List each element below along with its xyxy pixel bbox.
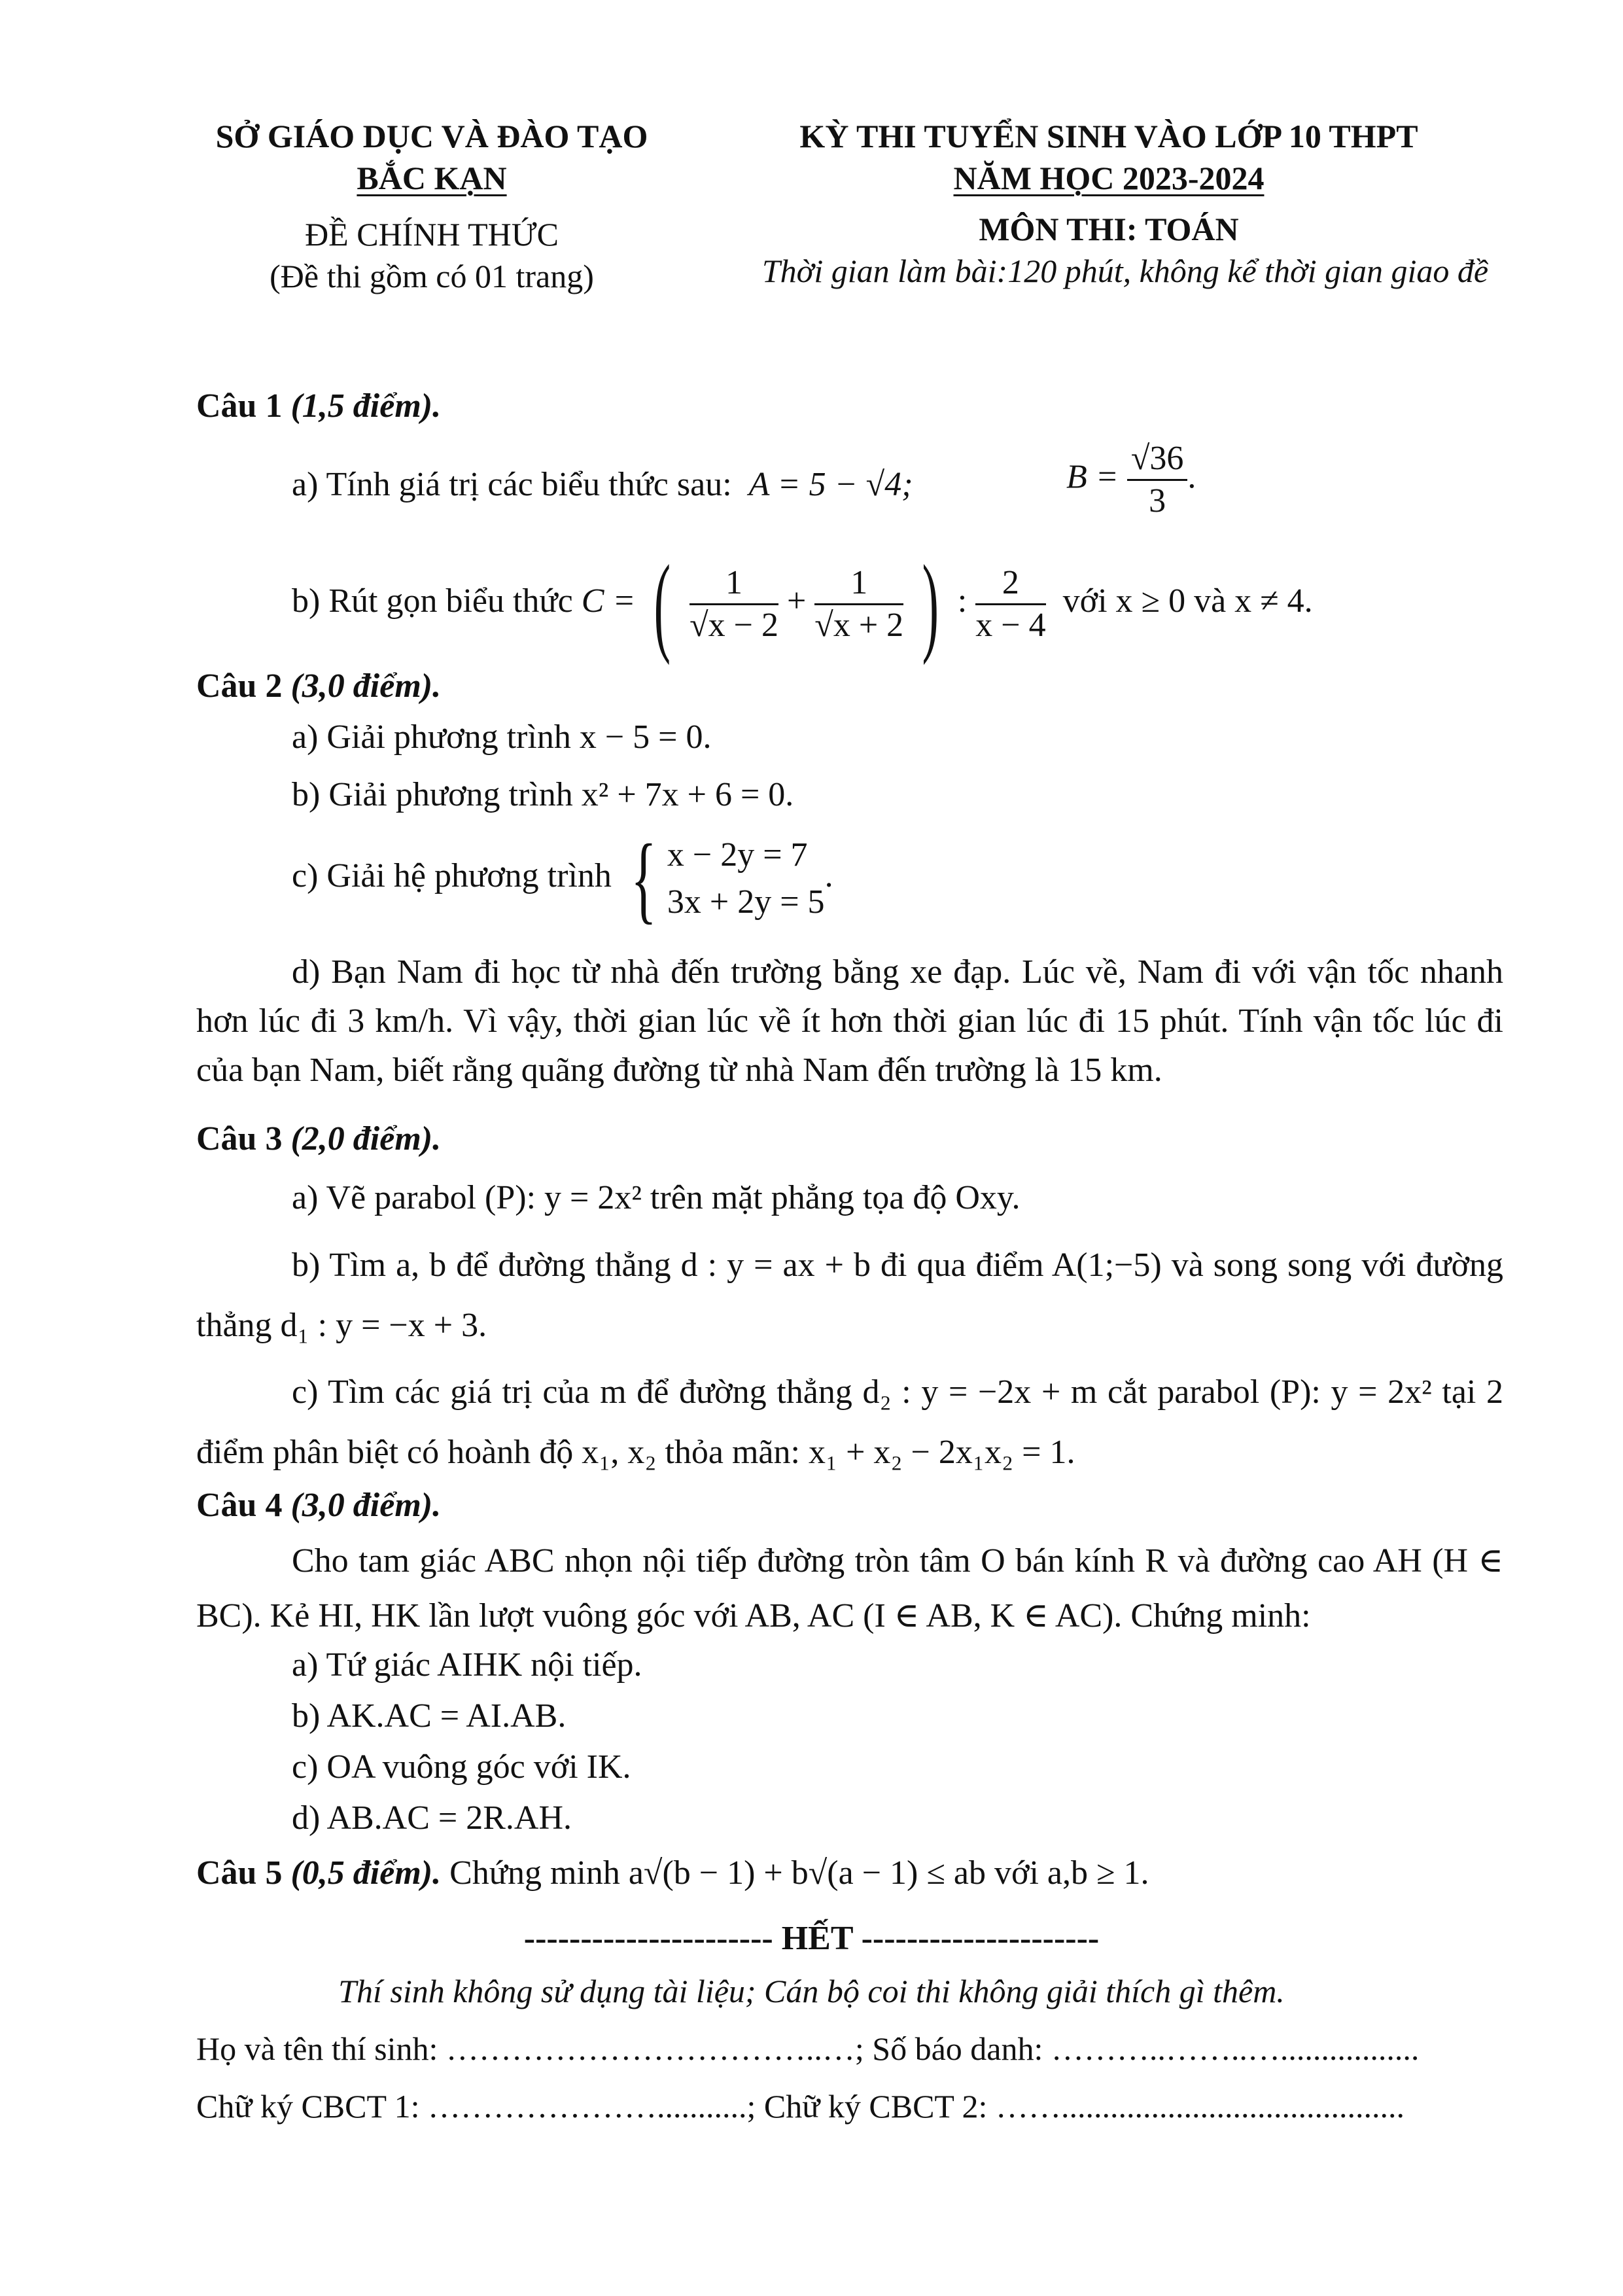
time-note: Thời gian làm bài:120 phút, không kể thời gian giao đề	[761, 253, 1489, 289]
subject: MÔN THI: TOÁN	[979, 211, 1239, 247]
province-name: BẮC KẠN	[357, 160, 507, 196]
q2-c: c) Giải hệ phương trình { x − 2y = 7 3x + 2y = 5 .	[292, 824, 833, 933]
candidate-note: Thí sinh không sử dụng tài liệu; Cán bộ coi thi không giải thích gì thêm.	[338, 1973, 1285, 2009]
q1-heading: Câu 1 (1,5 điểm).	[196, 387, 442, 425]
q2-a: a) Giải phương trình x − 5 = 0.	[292, 718, 712, 756]
q2-b: b) Giải phương trình x² + 7x + 6 = 0.	[292, 776, 794, 813]
q4-intro: Cho tam giác ABC nhọn nội tiếp đường tròn tâm O bán kính R và đường cao AH (H ∈ BC). Kẻ HI, HK lần lượt vuông góc với AB, AC (I ∈ AB, K ∈ AC). Chứng minh:	[196, 1542, 1503, 1634]
proctor-signature-line: Chữ ký CBCT 1: …………………...........; Chữ ký CBCT 2: ……..........................................	[196, 2088, 1405, 2125]
q4-c: c) OA vuông góc với IK.	[292, 1748, 631, 1786]
q4-d: d) AB.AC = 2R.AH.	[292, 1799, 572, 1837]
q1-b: b) Rút gọn biểu thức C = ( $\frac{1}{√x - 2}$ + $\frac{1}{√x + 2}$ ) : $\frac{2}{x - 4}$ với x ≥ 0 và x ≠ 4.	[292, 542, 1313, 665]
q3-a: a) Vẽ parabol (P): y = 2x² trên mặt phẳng tọa độ Oxy.	[292, 1179, 1021, 1216]
pages-note: (Đề thi gồm có 01 trang)	[270, 258, 594, 294]
q1-a: a) Tính giá trị các biểu thức sau: A = 5 − √4;	[292, 466, 913, 503]
q2-heading: Câu 2 (3,0 điểm).	[196, 667, 442, 705]
q3-heading: Câu 3 (2,0 điểm).	[196, 1120, 442, 1157]
q4-b: b) AK.AC = AI.AB.	[292, 1697, 567, 1735]
candidate-info-line: Họ và tên thí sinh: ……………………………..…; Số báo danh: ………..……..….................	[196, 2030, 1420, 2067]
q4-heading: Câu 4 (3,0 điểm).	[196, 1487, 442, 1524]
dept-name: SỞ GIÁO DỤC VÀ ĐÀO TẠO	[215, 118, 648, 154]
q3-c: c) Tìm các giá trị của m để đường thẳng d₂ : y = −2x + m cắt parabol (P): y = 2x² tại 2 điểm phân biệt có hoành độ x₁, x₂ thỏa mãn: x₁ + x₂ − 2x₁x₂ = 1.	[196, 1373, 1503, 1471]
school-year: NĂM HỌC 2023-2024	[953, 160, 1265, 196]
q5: Câu 5 (0,5 điểm). Chứng minh a√(b − 1) + b√(a − 1) ≤ ab với a,b ≥ 1.	[196, 1854, 1149, 1892]
end-marker: ---------------------- HẾT ---------------------	[523, 1920, 1100, 1957]
exam-title: KỲ THI TUYỂN SINH VÀO LỚP 10 THPT	[799, 118, 1418, 154]
q4-a: a) Tứ giác AIHK nội tiếp.	[292, 1646, 642, 1684]
q1-a-B: B = $\frac{√36}{3}$ .	[1066, 440, 1196, 520]
official-label: ĐỀ CHÍNH THỨC	[305, 216, 559, 253]
q2-d: d) Bạn Nam đi học từ nhà đến trường bằng xe đạp. Lúc về, Nam đi với vận tốc nhanh hơn lúc đi 3 km/h. Vì vậy, thời gian lúc về ít hơn thời gian lúc đi 15 phút. Tính vận tốc lúc đi của bạn Nam, biết rằng quãng đường từ nhà Nam đến trường là 15 km.	[196, 953, 1503, 1089]
q3-b: b) Tìm a, b để đường thẳng d : y = ax + b đi qua điểm A(1;−5) và song song với đường thẳng d₁ : y = −x + 3.	[196, 1246, 1503, 1344]
